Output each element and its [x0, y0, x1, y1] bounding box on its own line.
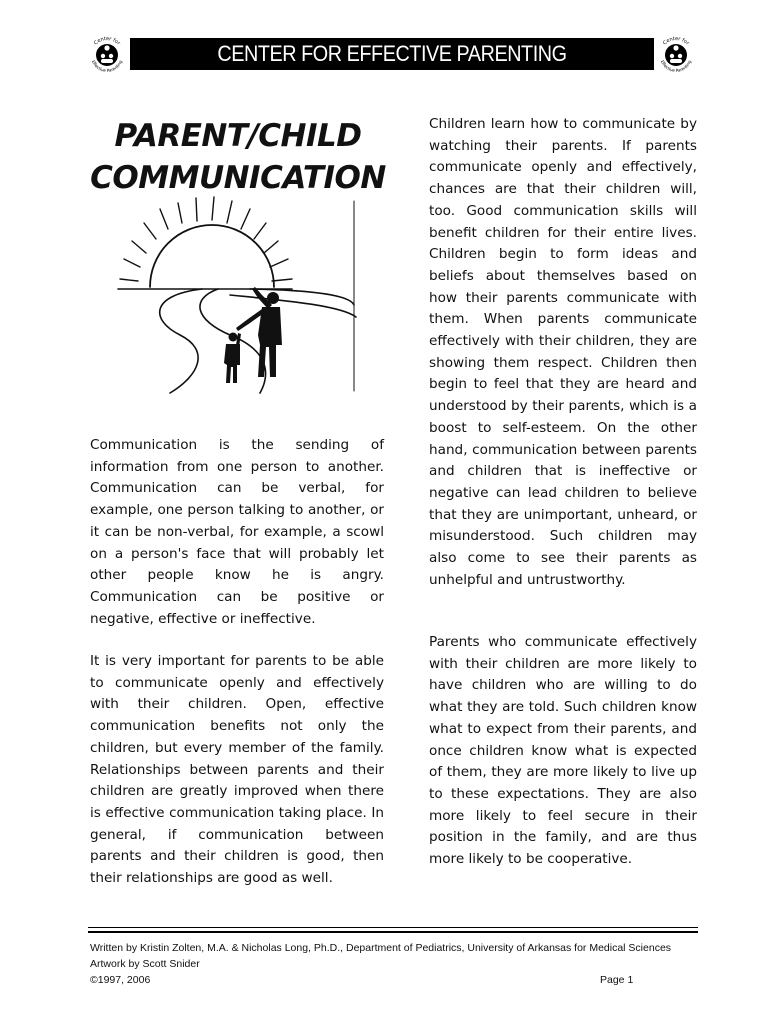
logo-right — [655, 34, 697, 76]
right-paragraph-1: Children learn how to communicate by watching their parents. If parents communicate openly and effectively, chances are that their children will, too. Good communication skills will benefit children for their entire lives. Children begin to form ideas and beliefs about themselves based on how their parents communicate with them. When parents communicate effectively with their children, they are showing them respect. Children then begin to feel that they are heard and understood by their parents, which is a boost to self-esteem. On the other hand, communication between parents and children that is ineffective or negative can lead children to believe that they are unimportant, unheard, or misunderstood. Such children may also come to see their parents as unhelpful and untrustworthy. — [429, 116, 697, 588]
article-title-line-2: COMMUNICATION — [90, 160, 386, 196]
page-number: Page 1 — [600, 974, 634, 986]
footer-artwork: Artwork by Scott Snider — [90, 958, 200, 970]
article-title-line-1: PARENT/CHILD — [114, 118, 362, 154]
right-paragraph-2: Parents who communicate effectively with their children are more likely to have children who are willing to do what they are told. Such children know what to expect from their parents, and once children know what is expected of them, they are more likely to live up to these expectations. They are also more likely to feel secure in their position in the family, and are thus more likely to be cooperative. — [429, 634, 697, 868]
footer-authors: Written by Kristin Zolten, M.A. & Nicholas Long, Ph.D., Department of Pediatrics, University of Arkansas for Medical Sciences — [90, 942, 672, 954]
left-paragraph-1: Communication is the sending of information from one person to another. Communication can be verbal, for example, one person talking to another, or it can be non-verbal, for example, a scowl on a person's face that will probably let other people know he is angry. Communication can be positive or negative, effective or ineffective. — [90, 437, 384, 627]
svg-text:Effective Parenting: Effective Parenting — [90, 59, 124, 74]
sun-road-family-illustration — [110, 195, 360, 395]
footer-copyright: ©1997, 2006 — [90, 974, 151, 986]
header-bar — [130, 38, 654, 70]
svg-text:Center for: Center for — [661, 35, 691, 47]
left-paragraph-2: It is very important for parents to be able to communicate openly and effectively with their children. Open, effective communication benefits not only the children, but every member of the family. Relationships between parents and their children are greatly improved when there is effective communication taking place. In general, if communication between parents and their children is good, then their relationships are good as well. — [90, 653, 384, 887]
footer-rule-thin — [88, 927, 698, 928]
footer-rule-thick — [88, 931, 698, 933]
svg-text:Effective Parenting: Effective Parenting — [659, 59, 693, 74]
header-title: CENTER FOR EFFECTIVE PARENTING — [217, 41, 567, 66]
svg-text:Center for: Center for — [92, 35, 122, 47]
logo-left — [86, 34, 128, 76]
